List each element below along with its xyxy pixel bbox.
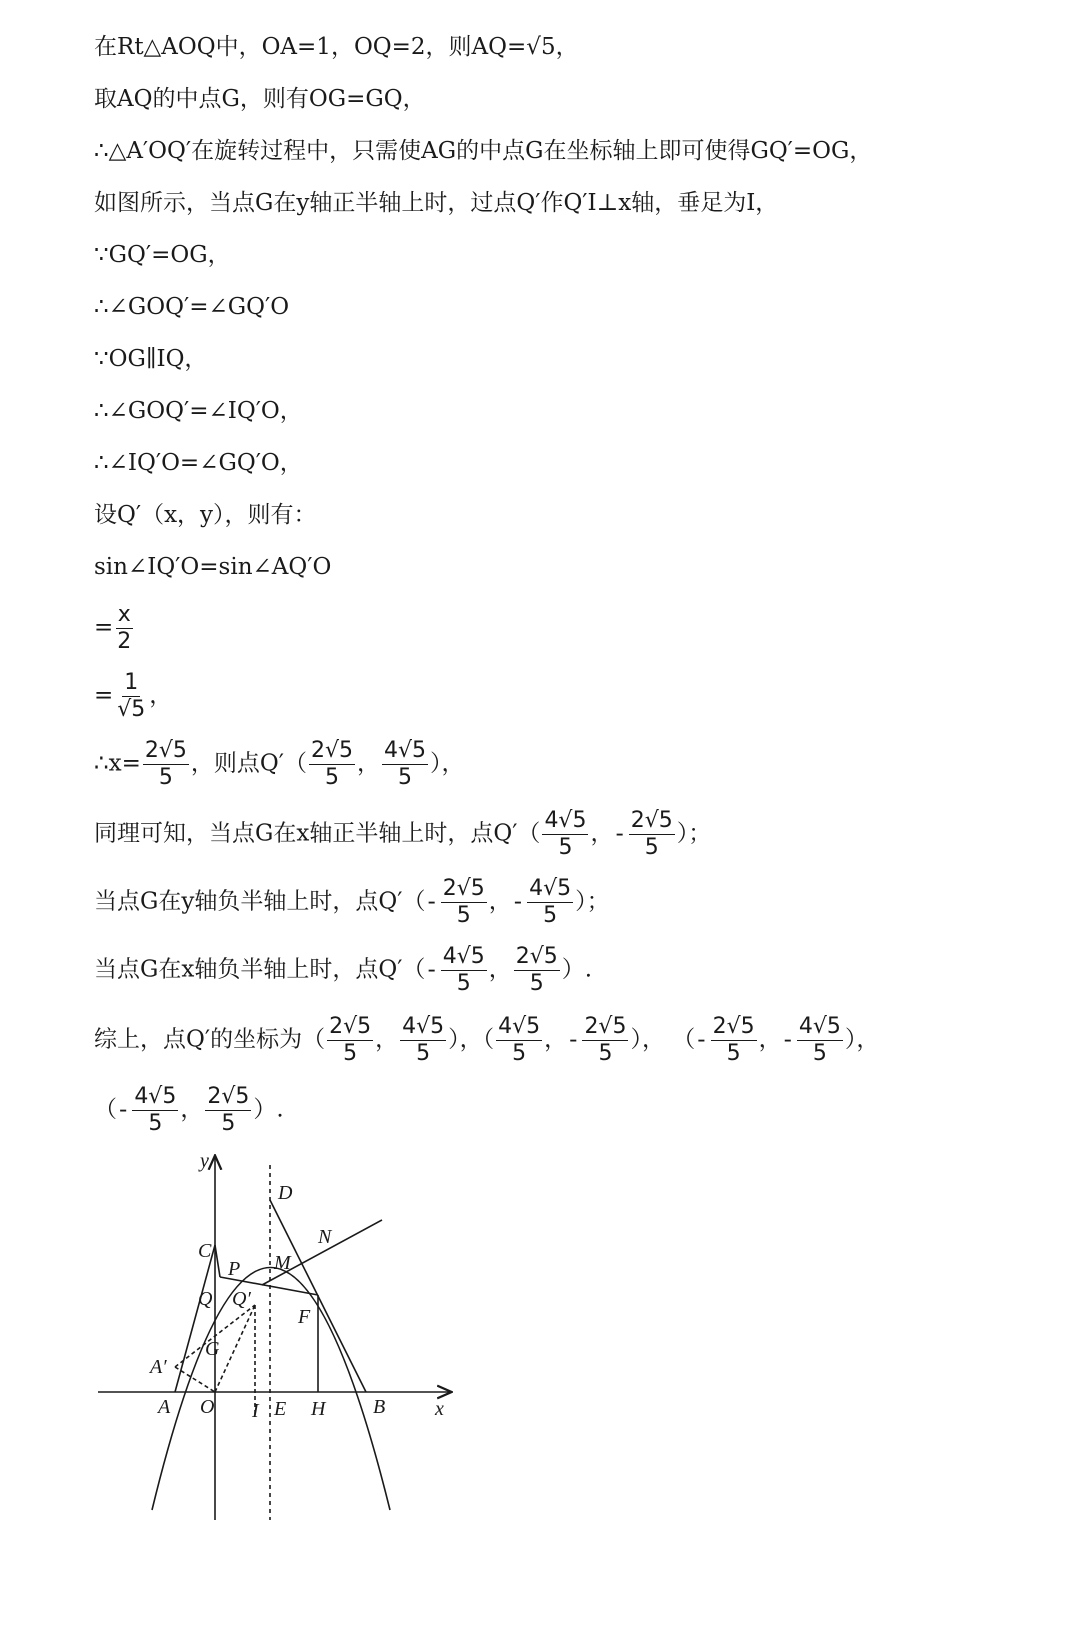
fraction-2root5-5: [441, 876, 487, 929]
minus-sign: -: [427, 888, 436, 915]
fraction-denominator: 5: [343, 1041, 358, 1066]
fraction-denominator: 5: [812, 1041, 827, 1066]
result-mid: ，则点Q′（: [190, 750, 307, 777]
fraction-numerator: 2√5: [207, 1084, 250, 1109]
fraction-denominator: 5: [644, 835, 659, 860]
label-N: N: [318, 1226, 332, 1248]
minus-sign: -: [615, 820, 624, 847]
case-prefix: 当点G在y轴负半轴上时，点Q′（: [94, 888, 426, 915]
fraction-numerator: 4√5: [798, 1014, 841, 1039]
text-line-10: 设Q′（x，y），则有：: [94, 502, 317, 528]
fraction-denominator: 5: [456, 971, 471, 996]
fraction-denominator: 5: [456, 903, 471, 928]
label-E: E: [274, 1398, 287, 1420]
text-line-11: sin∠IQ′O=sin∠AQ′O: [94, 554, 332, 580]
fraction-numerator: 2√5: [515, 944, 558, 969]
fraction-denominator: √5: [117, 697, 146, 722]
fraction-2root5-5: [711, 1014, 757, 1067]
case-end: ）；: [575, 888, 610, 915]
fraction-numerator: 2√5: [630, 808, 673, 833]
parabola-curve: [152, 1268, 390, 1511]
label-H: H: [311, 1398, 326, 1420]
fraction-4root5-5: [797, 1014, 843, 1067]
fraction-4root5-5: [527, 876, 573, 929]
label-B: B: [373, 1396, 386, 1418]
minus-sign: -: [569, 1026, 578, 1053]
minus-sign: -: [119, 1096, 128, 1123]
geometry-diagram: [90, 1145, 480, 1525]
case-x-positive-line: [94, 808, 711, 861]
text-line-1: 在Rt△AOQ中，OA=1，OQ=2，则AQ=√5，: [94, 34, 579, 60]
fraction-numerator: 1: [124, 670, 139, 695]
fraction-numerator: 4√5: [442, 944, 485, 969]
eq-sign: =: [94, 682, 114, 709]
label-y-axis: y: [200, 1150, 209, 1172]
label-x-axis: x: [435, 1398, 444, 1420]
fraction-2root5-5: [629, 808, 675, 861]
minus-sign: -: [427, 956, 436, 983]
fraction-denominator: 5: [598, 1041, 613, 1066]
fraction-numerator: 2√5: [144, 738, 187, 763]
punct: ，: [149, 682, 173, 709]
equation-1-over-root5: [94, 670, 172, 723]
label-A-prime: A′: [150, 1356, 167, 1378]
fraction-2root5-5: [327, 1014, 373, 1067]
label-F: F: [298, 1306, 311, 1328]
fraction-4root5-5: [441, 944, 487, 997]
fraction-4root5-5: [382, 738, 428, 791]
last-end: ）.: [253, 1096, 284, 1123]
fraction-denominator: 5: [512, 1041, 527, 1066]
fraction-numerator: 4√5: [544, 808, 587, 833]
fraction-denominator: 5: [416, 1041, 431, 1066]
fraction-numerator: 4√5: [384, 738, 427, 763]
label-A: A: [158, 1396, 171, 1418]
fraction-4root5-5: [400, 1014, 446, 1067]
comma: ，: [488, 888, 512, 915]
dashed-OQp: [215, 1305, 255, 1392]
fraction-denominator: 2: [117, 629, 132, 654]
result-end: ），: [430, 750, 465, 777]
case-end: ）；: [676, 820, 712, 847]
dashed-OAp: [175, 1367, 215, 1392]
case-prefix: 当点G在x轴负半轴上时，点Q′（: [94, 956, 426, 983]
fraction-denominator: 5: [324, 765, 339, 790]
fraction-denominator: 5: [558, 835, 573, 860]
equation-x-over-2: [94, 602, 135, 655]
fraction-numerator: 4√5: [498, 1014, 541, 1039]
result-prefix: ∴x=: [94, 750, 141, 777]
text-line-2: 取AQ的中点G，则有OG=GQ，: [94, 86, 426, 112]
fraction-4root5-5: [542, 808, 588, 861]
comma: ，: [375, 1026, 399, 1053]
label-G: G: [205, 1338, 220, 1360]
text-line-6: ∴∠GOQ′=∠GQ′O: [94, 294, 290, 320]
minus-sign: -: [697, 1026, 706, 1053]
comma: ，: [590, 820, 614, 847]
fraction-numerator: 2√5: [712, 1014, 755, 1039]
fraction-numerator: 4√5: [134, 1084, 177, 1109]
label-Q: Q: [198, 1288, 213, 1310]
fraction-numerator: 4√5: [529, 876, 572, 901]
fraction-2root5-5: [309, 738, 355, 791]
fraction-4root5-5: [496, 1014, 542, 1067]
case-prefix: 同理可知，当点G在x轴正半轴上时，点Q′（: [94, 820, 541, 847]
minus-sign: -: [783, 1026, 792, 1053]
text-line-7: ∵OG∥IQ，: [94, 346, 208, 372]
fraction-2root5-5: [514, 944, 560, 997]
case-x-negative-line: [94, 944, 592, 997]
label-O: O: [200, 1396, 215, 1418]
fraction-numerator: 2√5: [442, 876, 485, 901]
text-line-3: ∴△A′OQ′在旋转过程中，只需使AG的中点G在坐标轴上即可使得GQ′=OG，: [94, 138, 873, 164]
summary-prefix: 综上，点Q′的坐标为（: [94, 1026, 326, 1053]
fraction-1-root5: [115, 670, 147, 723]
diagram-svg: [90, 1145, 480, 1525]
separator: ），（: [448, 1026, 495, 1053]
summary-end: ），: [844, 1026, 880, 1053]
label-C: C: [198, 1240, 212, 1262]
label-M: M: [274, 1252, 291, 1274]
result-line: [94, 738, 465, 791]
fraction-denominator: 5: [158, 765, 173, 790]
fraction-denominator: 5: [221, 1111, 236, 1136]
case-y-negative-line: [94, 876, 610, 929]
fraction-numerator: 2√5: [310, 738, 353, 763]
fraction-numerator: 4√5: [402, 1014, 445, 1039]
fraction-denominator: 5: [543, 903, 558, 928]
fraction-4root5-5: [132, 1084, 178, 1137]
label-P: P: [228, 1258, 241, 1280]
label-D: D: [278, 1182, 293, 1204]
text-line-8: ∴∠GOQ′=∠IQ′O，: [94, 398, 303, 424]
comma: ，: [180, 1096, 204, 1123]
fraction-2root5-5: [143, 738, 189, 791]
fraction-2root5-5: [205, 1084, 251, 1137]
text-line-4: 如图所示，当点G在y轴正半轴上时，过点Q′作Q′I⊥x轴，垂足为I，: [94, 190, 779, 216]
text-line-5: ∵GQ′=OG，: [94, 242, 231, 268]
separator: ）， （: [630, 1026, 696, 1053]
fraction-x-2: [115, 602, 133, 655]
fraction-numerator: 2√5: [584, 1014, 627, 1039]
fraction-2root5-5: [582, 1014, 628, 1067]
comma: ，: [544, 1026, 568, 1053]
label-I: I: [252, 1400, 259, 1422]
fraction-denominator: 5: [726, 1041, 741, 1066]
fraction-numerator: x: [117, 602, 131, 627]
label-Q-prime: Q′: [232, 1288, 251, 1310]
summary-last-line: [94, 1084, 284, 1137]
fraction-denominator: 5: [148, 1111, 163, 1136]
fraction-numerator: 2√5: [329, 1014, 372, 1039]
comma: ，: [357, 750, 380, 777]
fraction-denominator: 5: [398, 765, 412, 790]
text-line-9: ∴∠IQ′O=∠GQ′O，: [94, 450, 303, 476]
summary-line: [94, 1014, 879, 1067]
fraction-denominator: 5: [529, 971, 544, 996]
case-end: ）.: [561, 956, 593, 983]
comma: ，: [488, 956, 512, 983]
comma: ，: [758, 1026, 782, 1053]
segment-AC: [175, 1245, 215, 1392]
minus-sign: -: [513, 888, 523, 915]
open-paren: （: [94, 1096, 117, 1123]
eq-sign: =: [94, 614, 114, 641]
